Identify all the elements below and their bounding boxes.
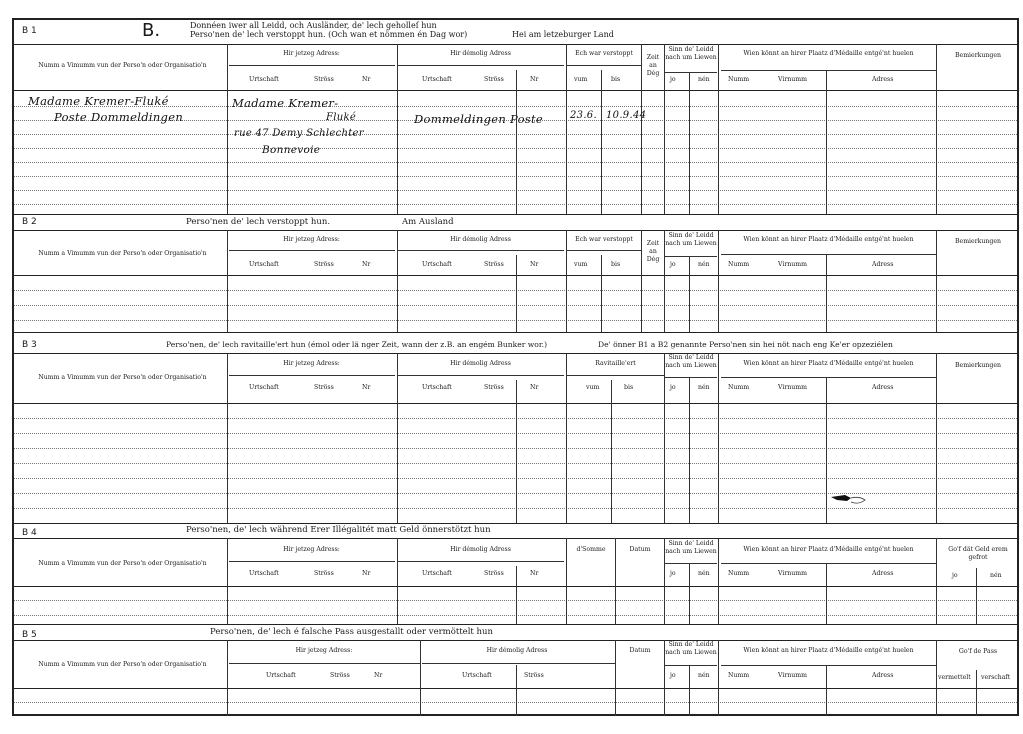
b4-remarks-yes: jo xyxy=(952,572,958,579)
b4-former-header: Hir démolig Adress xyxy=(450,546,511,553)
b2-yes: jo xyxy=(670,261,676,268)
b3-remarks: Bemierkungen xyxy=(954,362,1001,369)
b2-title: Perso'nen de' lech verstoppt hun. xyxy=(186,217,331,227)
hw-current-line2: Fluké xyxy=(326,112,357,123)
hw-current-line3: rue 47 Demy Schlechter xyxy=(234,128,364,139)
b5-medal-header: Wien könnt an hirer Plaatz d'Médaille entgé'nt huelen xyxy=(743,647,914,654)
b2-subtitle: Am Ausland xyxy=(402,217,454,227)
b1-former-header: Hir démolig Adress xyxy=(450,50,511,57)
b3-medal-header: Wien könnt an hirer Plaatz d'Médaille entgé'nt huelen xyxy=(743,360,914,367)
b3-former-header: Hir démolig Adress xyxy=(450,360,511,367)
b4-m-name: Numm xyxy=(728,570,750,577)
b3-subtitle: De' önner B1 a B2 genannte Perso'nen sin hei nöt nach eng Ke'er opzeziélen xyxy=(598,340,893,349)
hw-current-line4: Bonnevoie xyxy=(262,144,321,156)
b1-to: bis xyxy=(611,76,621,83)
b1-street: Ströss xyxy=(314,76,334,83)
b2-street: Ströss xyxy=(314,261,334,268)
b5-date-header: Datum xyxy=(629,647,651,654)
hw-current-line1: Madame Kremer- xyxy=(232,96,339,110)
b2-m-addr: Adress xyxy=(872,261,894,268)
b3-former-nr: Nr xyxy=(530,384,539,391)
b3-current-header: Hir jetzeg Adress: xyxy=(283,360,340,367)
b1-name-header: Numm a Vimumm vun der Perso'n oder Organisatio'n xyxy=(38,62,207,69)
intro-line-2: Perso'nen de' lech verstoppt hun. (Och wan et nömmen én Dag wor) xyxy=(190,30,468,39)
b2-from: vum xyxy=(574,261,588,268)
b2-remarks: Bemierkungen xyxy=(954,238,1001,245)
b4-name-header: Numm a Vimumm vun der Perso'n oder Organisatio'n xyxy=(38,560,207,567)
hw-name-line1: Madame Kremer-Fluké xyxy=(28,94,169,108)
b3-title: Perso'nen, de' lech ravitaille'ert hun (émol oder lä nger Zeit, wann der z.B. an engém Bunker wor.) xyxy=(166,340,548,349)
b5-no: nén xyxy=(698,672,710,679)
b2-former-street: Ströss xyxy=(484,261,504,268)
b2-name-header: Numm a Vimumm vun der Perso'n oder Organisatio'n xyxy=(38,250,207,257)
b4-former-street: Ströss xyxy=(484,570,504,577)
b4-remarks: Go'f dät Geld erem gefrot xyxy=(948,546,1008,561)
b5-remarks: Go'f de Pass xyxy=(958,648,998,655)
b4-medal-header: Wien könnt an hirer Plaatz d'Médaille entgé'nt huelen xyxy=(743,546,914,553)
b1-medal-header: Wien könnt an hirer Plaatz d'Médaille entgé'nt huelen xyxy=(743,50,914,57)
hw-former: Dommeldingen Poste xyxy=(414,112,544,126)
b2-former-town: Urtschaft xyxy=(422,261,452,268)
b4-nr: Nr xyxy=(362,570,371,577)
b1-remarks: Bemierkungen xyxy=(954,52,1001,59)
b5-former-street: Ströss xyxy=(524,672,544,679)
b2-alive-header: Sinn de' Leidd nach um Liewen xyxy=(665,232,717,247)
b5-m-addr: Adress xyxy=(872,672,894,679)
page-letter: B. xyxy=(142,20,161,41)
b4-m-addr: Adress xyxy=(872,570,894,577)
b3-yes: jo xyxy=(670,384,676,391)
b2-medal-header: Wien könnt an hirer Plaatz d'Médaille entgé'nt huelen xyxy=(743,236,914,243)
b3-from: vum xyxy=(586,384,600,391)
section-id-b3: B 3 xyxy=(22,340,37,350)
form-frame xyxy=(12,18,1019,716)
b2-to: bis xyxy=(611,261,621,268)
b5-former-town: Urtschaft xyxy=(462,672,492,679)
b5-name-header: Numm a Vimumm vun der Perso'n oder Organisatio'n xyxy=(38,661,207,668)
b3-town: Urtschaft xyxy=(249,384,279,391)
b4-remarks-no: nén xyxy=(990,572,1002,579)
b2-former-nr: Nr xyxy=(530,261,539,268)
b2-time-header: Zeit an Dég xyxy=(646,240,660,263)
b2-m-name: Numm xyxy=(728,261,750,268)
b3-nr: Nr xyxy=(362,384,371,391)
b5-former-header: Hir démolig Adress xyxy=(486,647,548,654)
b4-town: Urtschaft xyxy=(249,570,279,577)
b4-former-town: Urtschaft xyxy=(422,570,452,577)
b3-name-header: Numm a Vimumm vun der Perso'n oder Organisatio'n xyxy=(38,374,207,381)
b5-m-name: Numm xyxy=(728,672,750,679)
intro-line-1: Donnéen iwer all Leidd, och Ausländer, de' lech geholleſ hun xyxy=(190,21,437,30)
b1-m-addr: Adress xyxy=(872,76,894,83)
b3-alive-header: Sinn de' Leidd nach um Liewen xyxy=(665,354,717,369)
b3-m-addr: Adress xyxy=(872,384,894,391)
section-id-b5: B 5 xyxy=(22,630,37,640)
b4-alive-header: Sinn de' Leidd nach um Liewen xyxy=(665,540,717,555)
b3-m-first: Virnumm xyxy=(778,384,808,391)
b5-town: Urtschaft xyxy=(266,672,296,679)
b4-date-header: Datum xyxy=(629,546,651,553)
b3-to: bis xyxy=(624,384,634,391)
b5-current-header: Hir jetzeg Adress: xyxy=(295,647,353,654)
hw-to: 10.9.44 xyxy=(606,110,647,121)
b5-m-first: Virnumm xyxy=(778,672,808,679)
b2-m-first: Virnumm xyxy=(778,261,808,268)
b5-street: Ströss xyxy=(330,672,350,679)
b1-former-town: Urtschaft xyxy=(422,76,452,83)
hw-name-line2: Poste Dommeldingen xyxy=(54,110,184,124)
b4-current-header: Hir jetzeg Adress: xyxy=(283,546,340,553)
b2-town: Urtschaft xyxy=(249,261,279,268)
b2-hidden-header: Ech war verstoppt xyxy=(575,236,633,243)
b1-no: nén xyxy=(698,76,710,83)
b4-sum-header: d'Somme xyxy=(576,546,606,553)
b5-title: Perso'nen, de' lech é falsche Pass ausgestallt oder vermöttelt hun xyxy=(210,627,493,637)
b3-ravitaille-header: Ravitaille'ert xyxy=(595,360,636,367)
b4-street: Ströss xyxy=(314,570,334,577)
b1-time-header: Zeit an Dég xyxy=(646,54,660,77)
b5-yes: jo xyxy=(670,672,676,679)
b1-former-nr: Nr xyxy=(530,76,539,83)
b1-nr: Nr xyxy=(362,76,371,83)
b4-former-nr: Nr xyxy=(530,570,539,577)
b1-town: Urtschaft xyxy=(249,76,279,83)
section-id-b2: B 2 xyxy=(22,217,37,227)
b4-m-first: Virnumm xyxy=(778,570,808,577)
b2-no: nén xyxy=(698,261,710,268)
b4-no: nén xyxy=(698,570,710,577)
b1-current-header: Hir jetzeg Adress: xyxy=(283,50,340,57)
b1-from: vum xyxy=(574,76,588,83)
b1-former-street: Ströss xyxy=(484,76,504,83)
b1-alive-header: Sinn de' Leidd nach um Liewen xyxy=(665,46,717,61)
b3-m-name: Numm xyxy=(728,384,750,391)
b3-no: nén xyxy=(698,384,710,391)
b2-current-header: Hir jetzeg Adress: xyxy=(283,236,340,243)
b5-alive-header: Sinn de' Leidd nach um Liewen xyxy=(665,641,717,656)
b2-former-header: Hir démolig Adress xyxy=(450,236,511,243)
hw-from: 23.6. xyxy=(570,110,597,121)
b4-title: Perso'nen, de' lech während Erer Illégalitét matt Geld önnerstötzt hun xyxy=(186,525,491,535)
b5-issued: vermettelt xyxy=(938,674,971,681)
b1-m-name: Numm xyxy=(728,76,750,83)
intro-land: Hei am letzeburger Land xyxy=(512,30,614,39)
b3-former-town: Urtschaft xyxy=(422,384,452,391)
b5-done: verschaft xyxy=(981,674,1011,681)
section-id-b1: B 1 xyxy=(22,26,37,36)
ink-mark-icon xyxy=(829,490,869,506)
b3-street: Ströss xyxy=(314,384,334,391)
b1-hidden-header: Ech war verstoppt xyxy=(575,50,633,57)
section-id-b4: B 4 xyxy=(22,528,37,538)
b4-yes: jo xyxy=(670,570,676,577)
b1-m-first: Virnumm xyxy=(778,76,808,83)
b3-former-street: Ströss xyxy=(484,384,504,391)
b5-nr: Nr xyxy=(374,672,383,679)
b1-yes: jo xyxy=(670,76,676,83)
b2-nr: Nr xyxy=(362,261,371,268)
